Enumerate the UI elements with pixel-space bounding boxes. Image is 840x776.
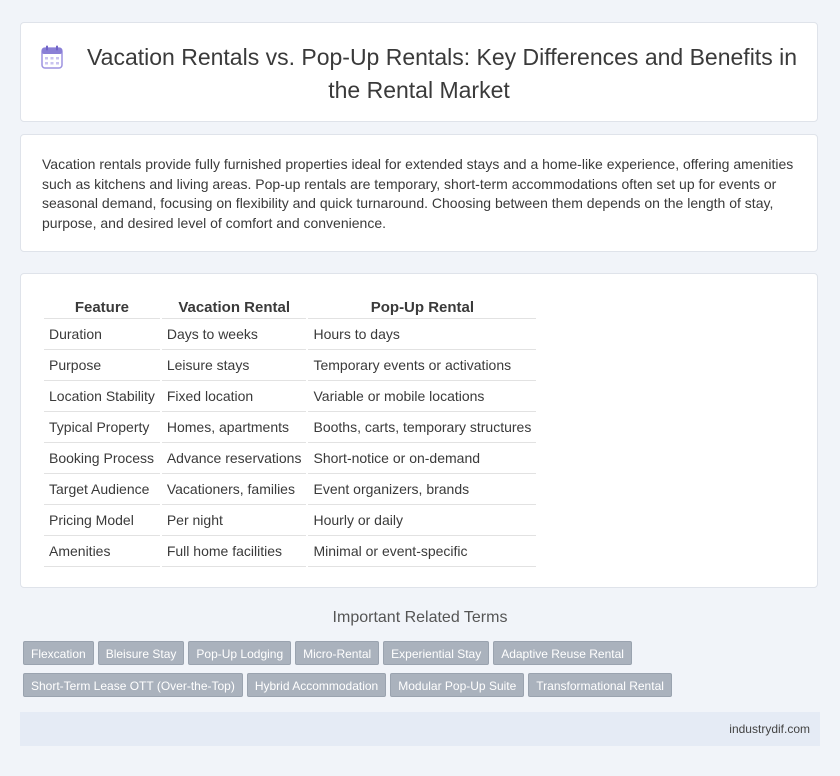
feature-cell: Pricing Model [44, 505, 160, 536]
title-card [20, 22, 818, 122]
vacation-cell: Vacationers, families [162, 474, 307, 505]
vacation-cell: Days to weeks [162, 319, 307, 350]
footer [20, 712, 820, 746]
tag-bleisure-stay[interactable]: Bleisure Stay [98, 641, 185, 665]
related-terms-row-2 [23, 673, 823, 697]
vacation-cell: Advance reservations [162, 443, 307, 474]
popup-cell: Event organizers, brands [308, 474, 536, 505]
popup-cell: Variable or mobile locations [308, 381, 536, 412]
popup-cell: Short-notice or on-demand [308, 443, 536, 474]
tag-adaptive-reuse-rental[interactable]: Adaptive Reuse Rental [493, 641, 632, 665]
table-header-row [44, 296, 536, 319]
header-pop-up-rental: Pop-Up Rental [308, 296, 536, 319]
feature-cell: Location Stability [44, 381, 160, 412]
related-terms-heading: Important Related Terms [332, 609, 508, 626]
header-feature: Feature [44, 296, 160, 319]
tag-micro-rental[interactable]: Micro-Rental [295, 641, 379, 665]
page-title: Vacation Rentals vs. Pop-Up Rentals: Key Differences and Benefits in the Rental Market [87, 44, 797, 103]
summary-text: Vacation rentals provide fully furnished properties ideal for extended stays and a home-like experience, offering amenities such as kitchens and living areas. Pop-up rentals are temporary, short-term accommodations often set up for events or seasonal demand, focusing on flexibility and quick turnaround. Choosing between them depends on the length of stay, purpose, and desired level of comfort and convenience. [42, 156, 794, 231]
header-vacation-rental: Vacation Rental [162, 296, 307, 319]
feature-cell: Booking Process [44, 443, 160, 474]
tag-hybrid-accommodation[interactable]: Hybrid Accommodation [247, 673, 386, 697]
vacation-cell: Homes, apartments [162, 412, 307, 443]
vacation-cell: Full home facilities [162, 536, 307, 567]
tag-flexcation[interactable]: Flexcation [23, 641, 94, 665]
table-row [44, 536, 536, 567]
related-terms-row-1 [23, 641, 823, 665]
feature-cell: Target Audience [44, 474, 160, 505]
popup-cell: Hours to days [308, 319, 536, 350]
feature-cell: Typical Property [44, 412, 160, 443]
popup-cell: Booths, carts, temporary structures [308, 412, 536, 443]
table-row [44, 443, 536, 474]
feature-cell: Purpose [44, 350, 160, 381]
tag-experiential-stay[interactable]: Experiential Stay [383, 641, 489, 665]
feature-cell: Amenities [44, 536, 160, 567]
vacation-cell: Fixed location [162, 381, 307, 412]
summary-card [20, 134, 818, 252]
comparison-table [42, 296, 538, 567]
calendar-icon [41, 45, 63, 76]
popup-cell: Minimal or event-specific [308, 536, 536, 567]
tag-short-term-lease-ott[interactable]: Short-Term Lease OTT (Over-the-Top) [23, 673, 243, 697]
tag-transformational-rental[interactable]: Transformational Rental [528, 673, 672, 697]
vacation-cell: Leisure stays [162, 350, 307, 381]
footer-site-link[interactable]: industrydif.com [729, 722, 810, 736]
table-row [44, 381, 536, 412]
table-row [44, 319, 536, 350]
table-row [44, 350, 536, 381]
comparison-card [20, 273, 818, 588]
tag-modular-pop-up-suite[interactable]: Modular Pop-Up Suite [390, 673, 524, 697]
table-row [44, 474, 536, 505]
vacation-cell: Per night [162, 505, 307, 536]
tag-pop-up-lodging[interactable]: Pop-Up Lodging [188, 641, 291, 665]
popup-cell: Hourly or daily [308, 505, 536, 536]
table-row [44, 505, 536, 536]
table-row [44, 412, 536, 443]
popup-cell: Temporary events or activations [308, 350, 536, 381]
feature-cell: Duration [44, 319, 160, 350]
